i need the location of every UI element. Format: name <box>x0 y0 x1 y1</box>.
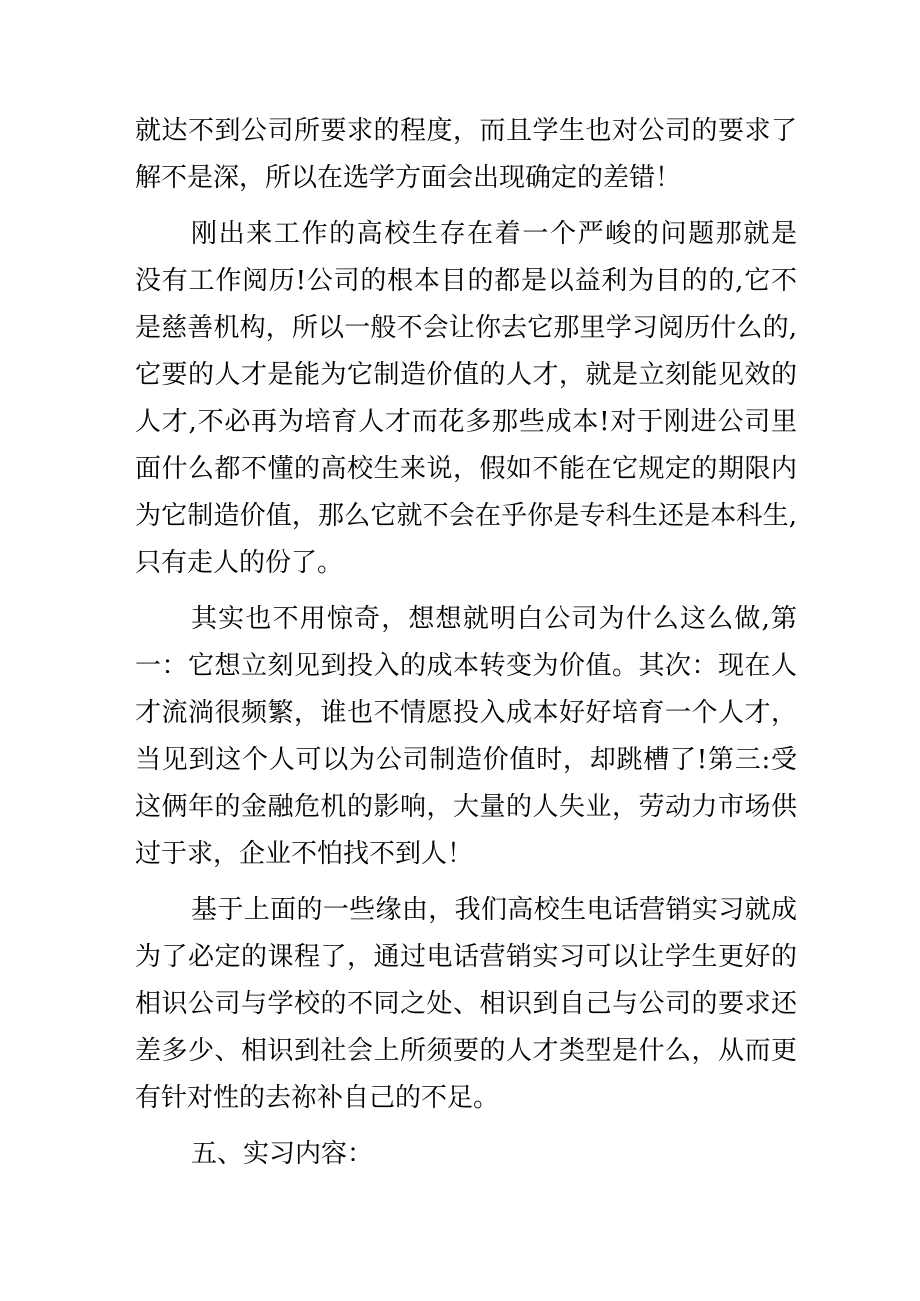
text-line: 过于求，企业不怕找不到人！ <box>135 839 474 869</box>
text-line: 没有工作阅历!公司的根本目的都是以益利为目的的,它不 <box>135 266 797 296</box>
paragraph-2 <box>135 211 797 587</box>
text-line: 为它制造价值，那么它就不会在乎你是专科生还是本科生, <box>135 501 797 531</box>
text-line: 其实也不用惊奇，想想就明白公司为什么这么做,第 <box>191 604 797 634</box>
text-line: 才流淌很频繁，谁也不情愿投入成本好好培育一个人才， <box>135 698 797 728</box>
text-line: 有针对性的去祢补自己的不足。 <box>135 1083 500 1113</box>
text-line: 一：它想立刻见到投入的成本转变为价值。其次：现在人 <box>135 651 797 681</box>
text-line: 基于上面的一些缘由，我们高校生电话营销实习就成 <box>191 895 797 925</box>
text-line: 是慈善机构，所以一般不会让你去它那里学习阅历什么的, <box>135 313 797 343</box>
paragraph-1 <box>135 108 797 202</box>
paragraph-4 <box>135 887 797 1122</box>
text-line: 差多少、相识到社会上所须要的人才类型是什么，从而更 <box>135 1036 797 1066</box>
text-line: 当见到这个人可以为公司制造价值时，却跳槽了!第三:受 <box>135 745 797 775</box>
paragraph-3 <box>135 596 797 878</box>
text-line: 相识公司与学校的不同之处、相识到自己与公司的要求还 <box>135 989 797 1019</box>
text-line: 解不是深，所以在选学方面会出现确定的差错！ <box>135 163 682 193</box>
section-heading: 五、实习内容： <box>191 1139 374 1169</box>
text-line: 只有走人的份了。 <box>135 548 344 578</box>
text-line: 人才,不必再为培育人才而花多那些成本!对于刚进公司里 <box>135 407 797 437</box>
text-line: 面什么都不懂的高校生来说，假如不能在它规定的期限内 <box>135 454 797 484</box>
text-line: 刚出来工作的高校生存在着一个严峻的问题那就是 <box>191 219 797 249</box>
text-line: 为了必定的课程了，通过电话营销实习可以让学生更好的 <box>135 942 797 972</box>
text-line: 它要的人才是能为它制造价值的人才，就是立刻能见效的 <box>135 360 797 390</box>
document-body <box>135 108 797 1178</box>
text-line: 就达不到公司所要求的程度，而且学生也对公司的要求了 <box>135 116 797 146</box>
text-line: 这俩年的金融危机的影响，大量的人失业，劳动力市场供 <box>135 792 797 822</box>
